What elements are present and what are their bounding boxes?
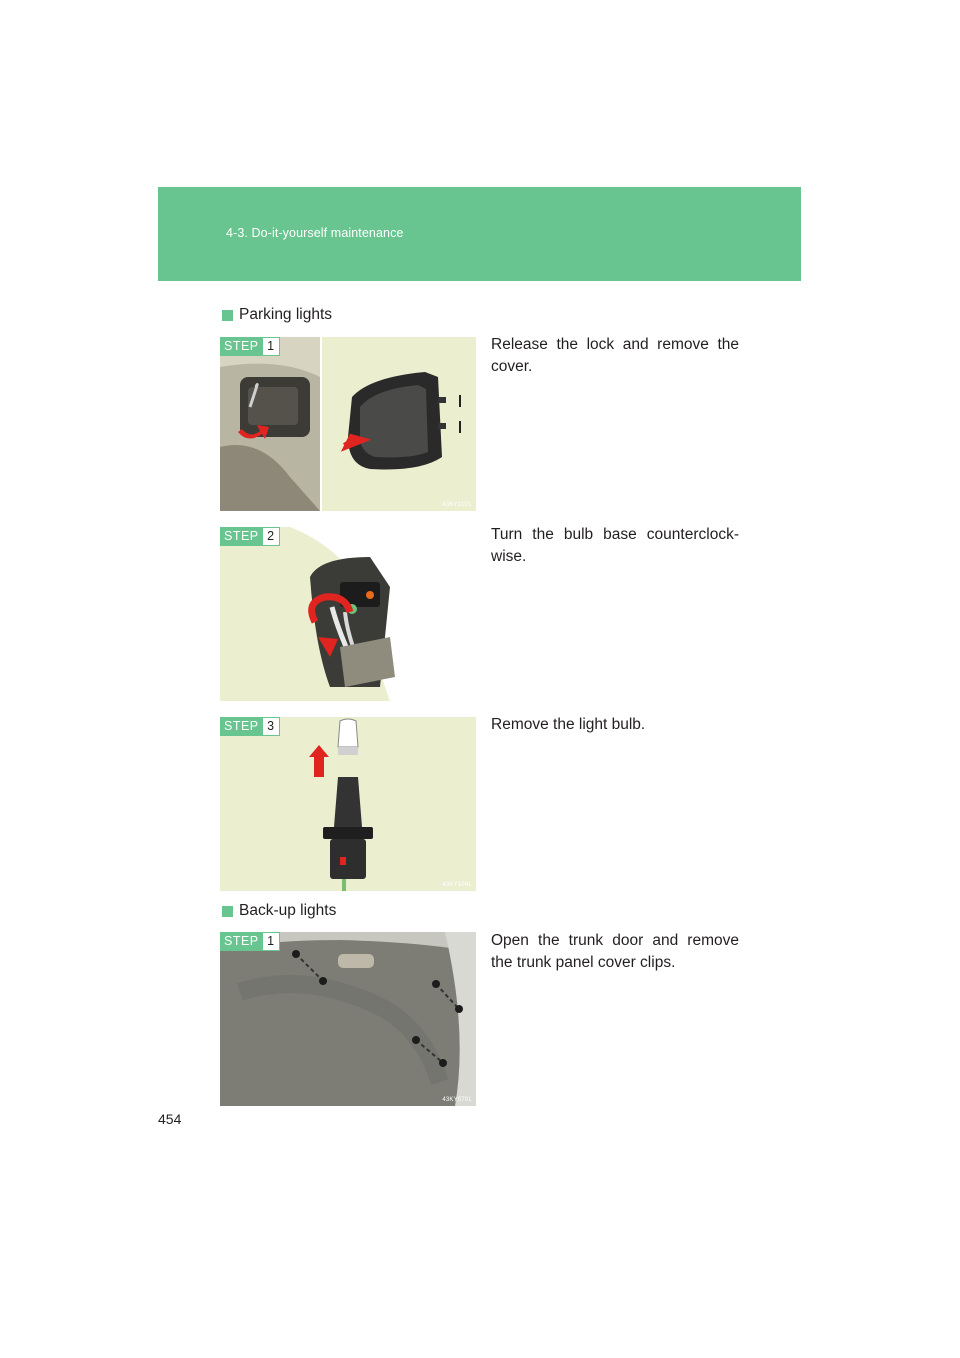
step-badge: STEP 1 xyxy=(220,932,280,951)
chapter-header-band xyxy=(158,187,801,281)
figure-parking-step-1 xyxy=(220,337,476,511)
step-instruction: Release the lock and remove the cover. xyxy=(491,336,739,375)
step-instruction: Turn the bulb base counterclock-wise. xyxy=(491,526,739,565)
figure-backup-step-1 xyxy=(220,932,476,1106)
step-badge: STEP 2 xyxy=(220,527,280,546)
bulb-base-illustration xyxy=(220,527,476,701)
step-number: 1 xyxy=(263,337,280,356)
figure-code: 43KY104L xyxy=(442,882,472,888)
step-number: 3 xyxy=(263,717,280,736)
section-heading-label: Back-up lights xyxy=(239,902,337,919)
heading-bullet-icon xyxy=(222,906,233,917)
step-number: 2 xyxy=(263,527,280,546)
bulb-removal-illustration xyxy=(220,717,476,891)
red-arrow-icon xyxy=(220,337,476,511)
heading-bullet-icon xyxy=(222,310,233,321)
step-instruction: Open the trunk door and remove the trunk panel cover clips. xyxy=(491,932,739,971)
figure-code: 43KY156L xyxy=(442,692,472,698)
step-instruction: Remove the light bulb. xyxy=(491,716,646,733)
trunk-panel-illustration xyxy=(220,932,476,1106)
section-heading-label: Parking lights xyxy=(239,306,333,323)
step-badge: STEP 1 xyxy=(220,337,280,356)
step-number: 1 xyxy=(263,932,280,951)
page-number: 454 xyxy=(158,1111,182,1127)
figure-code: 43KY102L xyxy=(442,502,472,508)
section-title: 4-3. Do-it-yourself maintenance xyxy=(226,226,404,240)
section-heading-parking-lights xyxy=(222,306,332,324)
section-heading-back-up-lights xyxy=(222,902,336,920)
figure-parking-step-3 xyxy=(220,717,476,891)
step-badge: STEP 3 xyxy=(220,717,280,736)
figure-code: 43KY070L xyxy=(442,1097,472,1103)
figure-parking-step-2 xyxy=(220,527,476,701)
